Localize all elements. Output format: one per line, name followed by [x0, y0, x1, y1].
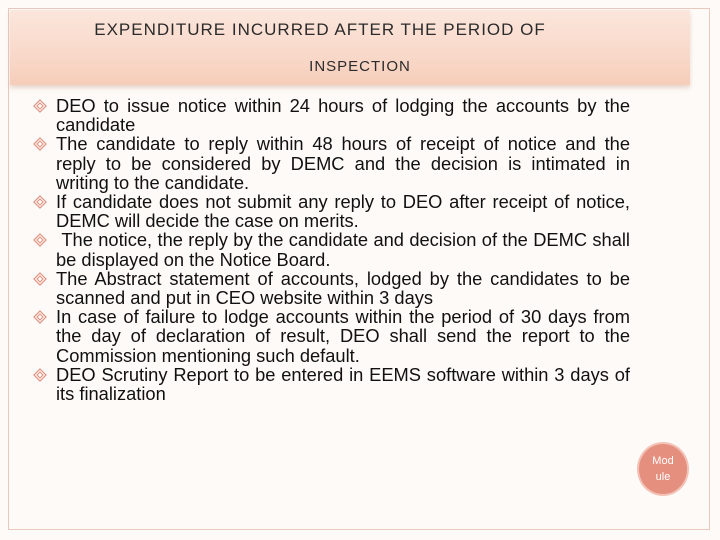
- bullet-item: [33, 96, 630, 134]
- bullet-text: If candidate does not submit any reply to DEO after receipt of notice, DEMC will decide the case on merits.: [56, 191, 630, 232]
- diamond-bullet-icon: [33, 137, 47, 151]
- bullet-text: DEO to issue notice within 24 hours of lodging the accounts by the candidate: [56, 95, 630, 136]
- bullet-text: The Abstract statement of accounts, lodged by the candidates to be scanned and put in CEO website within 3 days: [56, 267, 630, 309]
- diamond-bullet-icon: [33, 368, 47, 382]
- diamond-bullet-icon: [33, 233, 47, 247]
- bullet-text: The candidate to reply within 48 hours of receipt of notice and the reply to be considered by DEMC and the decision is intimated in writing to the candidate.: [56, 133, 630, 193]
- diamond-bullet-icon: [33, 99, 47, 113]
- bullet-text: DEO Scrutiny Report to be entered in EEMS software within 3 days of its finalization: [56, 363, 630, 405]
- slide-title-line-2: INSPECTION: [309, 58, 411, 75]
- diamond-bullet-icon: [33, 310, 47, 324]
- bullet-item: [33, 307, 630, 365]
- bullet-item: [33, 365, 630, 403]
- title-bar: [10, 10, 690, 85]
- diamond-bullet-icon: [33, 272, 47, 286]
- bullet-item: [33, 229, 636, 270]
- bullet-list: [33, 95, 636, 405]
- slide-title-line-1: EXPENDITURE INCURRED AFTER THE PERIOD OF: [94, 20, 546, 39]
- bullet-text: In case of failure to lodge accounts within the period of 30 days from the day of declaration of result, DEO shall send the report to the Commission mentioning such default.: [56, 306, 630, 366]
- module-badge-label: Module: [652, 455, 674, 483]
- diamond-bullet-icon: [33, 195, 47, 209]
- bullet-item: [33, 269, 630, 307]
- bullet-text: The notice, the reply by the candidate and decision of the DEMC shall be displayed on the Notice Board.: [56, 229, 636, 270]
- module-badge: [639, 444, 687, 494]
- bullet-item: [33, 192, 630, 230]
- bullet-item: [33, 134, 630, 192]
